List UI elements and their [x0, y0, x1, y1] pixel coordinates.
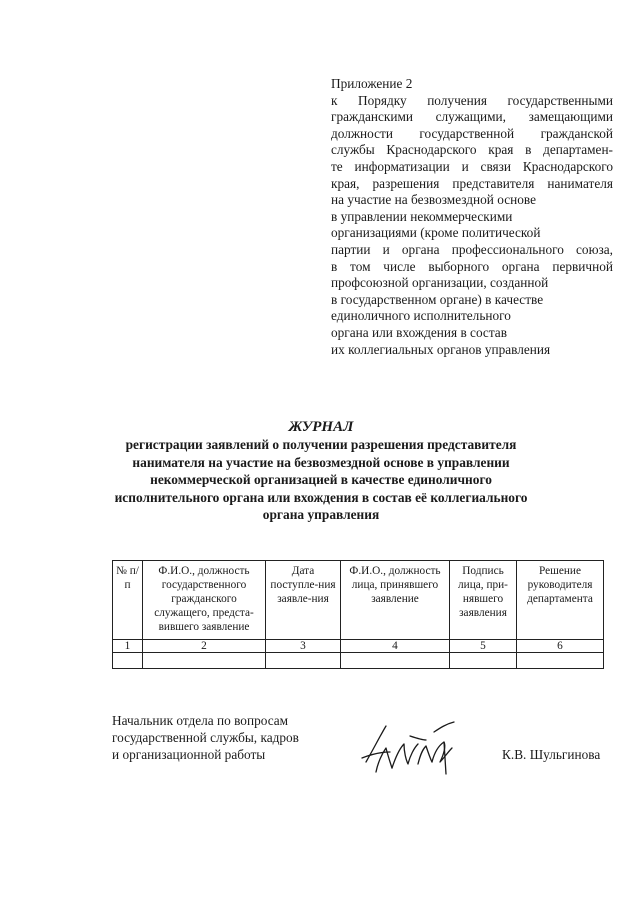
- appendix-line: органа или вхождения в состав: [331, 324, 507, 340]
- appendix-line: в управлении некоммерческими: [331, 208, 513, 224]
- appendix-line: организациями (кроме политической: [331, 225, 541, 241]
- table-cell: [266, 653, 341, 669]
- journal-title-block: [100, 418, 542, 524]
- appendix-line: должности государственной гражданской: [331, 125, 613, 141]
- appendix-line: к Порядку получения государственными: [331, 92, 613, 108]
- column-number: 6: [517, 640, 604, 653]
- journal-subtitle-line: исполнительного органа или вхождения в состав её коллегиального: [114, 489, 528, 505]
- journal-subtitle-line: регистрации заявлений о получении разрешения представителя: [125, 437, 517, 452]
- column-number: 1: [113, 640, 143, 653]
- journal-subtitle-line: нанимателя на участие на безвозмездной основе в управлении: [132, 454, 510, 470]
- appendix-line: в том числе выборного органа первичной: [331, 258, 613, 274]
- appendix-line: на участие на безвозмездной основе: [331, 192, 536, 208]
- position-line: и организационной работы: [112, 747, 266, 762]
- table-cell: [143, 653, 266, 669]
- appendix-line: их коллегиальных органов управления: [331, 341, 551, 357]
- appendix-line: службы Краснодарского края в департамен-: [331, 142, 613, 158]
- appendix-line: гражданскими служащими, замещающими: [331, 109, 613, 125]
- table-cell: [341, 653, 450, 669]
- appendix-line: те информатизации и связи Краснодарского: [331, 158, 613, 174]
- header-date: Дата поступле-ния заявле-ния: [266, 561, 341, 640]
- header-signature: Подпись лица, при-нявшего заявления: [450, 561, 517, 640]
- header-number: № п/п: [113, 561, 143, 640]
- signatory-name: К.В. Шульгинова: [502, 747, 601, 762]
- table-header-row: [113, 561, 604, 640]
- table-number-row: [113, 640, 604, 653]
- header-decision: Решение руководителя департамента: [517, 561, 604, 640]
- appendix-line: края, разрешения представителя нанимателя: [331, 175, 613, 191]
- table-cell: [517, 653, 604, 669]
- appendix-block: [331, 76, 613, 358]
- position-line: государственной службы, кадров: [112, 730, 299, 745]
- table-cell: [113, 653, 143, 669]
- column-number: 2: [143, 640, 266, 653]
- appendix-line: в государственном органе) в качестве: [331, 291, 544, 307]
- column-number: 5: [450, 640, 517, 653]
- header-receiver: Ф.И.О., должность лица, принявшего заявление: [341, 561, 450, 640]
- header-employee: Ф.И.О., должность государственного гражданского служащего, предста-вившего заявление: [143, 561, 266, 640]
- appendix-line: профсоюзной организации, созданной: [331, 275, 549, 291]
- column-number: 3: [266, 640, 341, 653]
- position-line: Начальник отдела по вопросам: [112, 713, 289, 728]
- journal-subtitle-line: некоммерческой организацией в качестве единоличного: [150, 472, 492, 487]
- journal-subtitle-line: органа управления: [262, 507, 380, 522]
- handwritten-signature: [360, 718, 460, 778]
- registration-journal-table: [112, 560, 604, 669]
- table-cell: [450, 653, 517, 669]
- column-number: 4: [341, 640, 450, 653]
- appendix-line: Приложение 2: [331, 76, 413, 91]
- signatory-position: [112, 712, 299, 763]
- appendix-line: партии и органа профессионального союза,: [331, 241, 613, 257]
- journal-title: ЖУРНАЛ: [288, 419, 354, 435]
- appendix-line: единоличного исполнительного: [331, 308, 511, 324]
- table-row: [113, 653, 604, 669]
